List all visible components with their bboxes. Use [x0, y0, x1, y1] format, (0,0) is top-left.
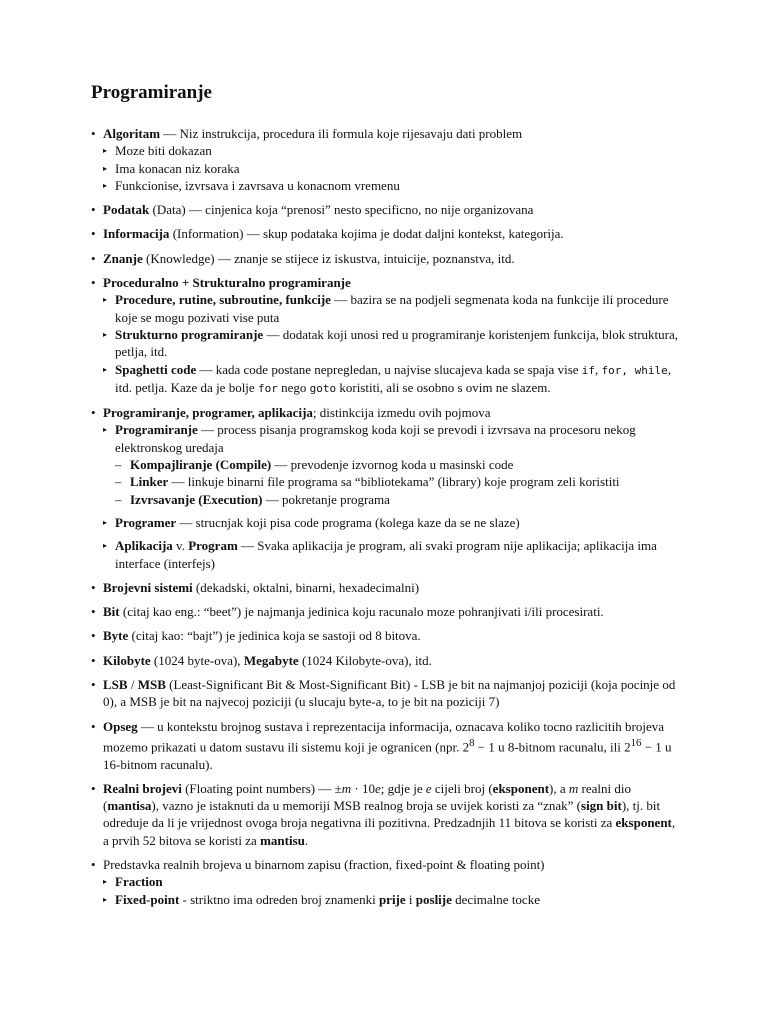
code-keyword: for — [257, 381, 278, 395]
list-item-programiranje — [91, 404, 681, 572]
term: Aplikacija — [115, 538, 173, 554]
definition: nego — [277, 379, 310, 395]
term: Procedure, rutine, subroutine, funkcije — [115, 292, 331, 308]
separator: / — [127, 677, 138, 693]
definition: — kada code postane nepregledan, u najvise slucajeva kada se spaja vise — [196, 361, 582, 377]
definition: — prevodenje izvornog koda u masinski code — [271, 457, 514, 473]
list-item-predstavka — [91, 856, 681, 908]
sub-item-programer — [103, 514, 681, 531]
definition: — dodatak koji unosi red u programiranje koristenjem funkcija, blok struktura, petlja, itd. — [115, 326, 679, 360]
list-item-algoritam — [91, 125, 681, 194]
definition: - striktno ima odreden broj znamenki — [179, 891, 379, 907]
term: Linker — [130, 474, 169, 490]
item-text: Predstavka realnih brojeva u binarnom zapisu (fraction, fixed-point & floating point) — [103, 857, 545, 873]
list-item-lsb-msb — [91, 676, 681, 711]
definition: − 1 u 16-bitnom racunalu). — [103, 739, 672, 772]
math-var: m — [341, 780, 352, 796]
definition: , itd. petlja. Kaze da je bolje — [115, 361, 672, 395]
list-item-realni — [91, 780, 681, 849]
document-page — [91, 82, 681, 915]
definition: (Knowledge) — znanje se stijece iz iskustva, intuicije, poznanstva, itd. — [142, 250, 515, 266]
term: Fixed-point — [115, 891, 180, 907]
term: Proceduralno + Strukturalno programiranje — [103, 275, 351, 291]
term: prije — [378, 891, 406, 907]
definition: (Least-Significant Bit & Most-Significant Bit) - LSB je bit na najmanjoj poziciji (koja pocinje od 0), a MSB je bit na najvecoj poziciji (u slucaju byte-a, to je bit na poziciji 7) — [103, 677, 676, 710]
list-item-kilobyte — [91, 652, 681, 669]
definition: koristiti, ali se osobno s ovim ne slazem. — [336, 379, 551, 395]
list-item-opseg — [91, 718, 681, 773]
list-item-podatak — [91, 201, 681, 218]
term: Fraction — [115, 874, 163, 890]
term: Kompajliranje (Compile) — [130, 457, 272, 473]
definition: − 1 u 8-bitnom racunalu, ili 2 — [474, 739, 631, 755]
definition: — Svaka aplikacija je program, ali svaki program nije aplikacija; aplikacija ima interface (interfejs) — [115, 538, 657, 571]
term: eksponent — [492, 780, 550, 796]
term: Informacija — [103, 226, 170, 242]
dash-item-izvrsavanje — [115, 491, 681, 508]
term: Izvrsavanje (Execution) — [130, 491, 263, 507]
term: Programiranje — [115, 422, 198, 438]
term: Kilobyte — [103, 652, 151, 668]
definition: ), vazno je istaknuti da u memoriji MSB realnog broja se uvijek koristi za “znak” ( — [151, 798, 582, 814]
definition: · 10 — [351, 780, 375, 796]
definition: — strucnjak koji pisa code programa (kolega kaze da se ne slaze) — [176, 514, 520, 530]
definition: — pokretanje programa — [262, 491, 390, 507]
definition: (1024 Kilobyte-ova), itd. — [298, 652, 432, 668]
term: Znanje — [103, 250, 143, 266]
term: sign bit — [581, 798, 622, 814]
sub-item-aplikacija — [103, 537, 681, 572]
code-keyword: goto — [309, 381, 337, 395]
term: Algoritam — [103, 126, 161, 141]
exponent: 8 — [469, 736, 475, 749]
term: Strukturno programiranje — [115, 326, 264, 342]
separator: , — [595, 361, 602, 377]
code-keyword: for, while — [601, 363, 668, 377]
sub-item: ▸ Funkcionise, izvrsava i zavrsava u konacnom vremenu — [103, 177, 681, 194]
term: Programiranje, programer, aplikacija — [103, 405, 313, 421]
main-list — [91, 125, 681, 908]
definition: — process pisanja programskog koda koji se prevodi i izvrsava na procesoru nekog elektronskog uredaja — [115, 422, 636, 455]
list-item-byte — [91, 627, 681, 644]
dash-item-kompajliranje — [115, 456, 681, 473]
sub-item-strukturno — [103, 326, 681, 361]
definition: ), a — [549, 780, 569, 796]
term: mantisu — [260, 832, 305, 848]
definition: ), tj. bit odreduje da li je vrijednost ovoga broja negativna ili pozitivna. Predzadnjih 11 bitova se koristi za — [103, 798, 661, 831]
definition: (Floating point numbers) — ± — [181, 780, 342, 796]
term: mantisa — [107, 798, 152, 814]
page-title: Programiranje — [91, 82, 212, 103]
term: Programer — [115, 514, 177, 530]
sub-list — [103, 291, 681, 397]
sub-list — [103, 873, 681, 908]
sub-item-programiranje — [103, 421, 681, 507]
sub-item-fixed-point — [103, 891, 681, 908]
sub-item-spaghetti — [103, 361, 681, 398]
term: Byte — [103, 628, 129, 644]
term: Podatak — [103, 202, 150, 218]
definition: decimalne tocke — [451, 891, 540, 907]
term: MSB — [137, 677, 166, 693]
term: Spaghetti code — [115, 361, 197, 377]
term: Program — [188, 538, 238, 554]
term: eksponent — [615, 815, 672, 831]
sub-list — [103, 142, 681, 194]
term: Brojevni sistemi — [103, 579, 193, 595]
list-item-bit — [91, 603, 681, 620]
math-var: e — [425, 780, 432, 796]
exponent: 16 — [630, 736, 642, 749]
separator: v. — [172, 538, 189, 554]
definition: — bazira se na podjeli segmenata koda na funkcije ili procedure koje se mogu pozivati vise puta — [115, 292, 669, 325]
definition: (Data) — cinjenica koja “prenosi” nesto specificno, no nije organizovana — [149, 202, 534, 218]
definition: ; distinkcija izmedu ovih pojmova — [312, 405, 491, 421]
definition: cijeli broj ( — [431, 780, 493, 796]
term: poslije — [415, 891, 452, 907]
definition: — linkuje binarni file programa sa “bibliotekama” (library) koje program zeli koristiti — [168, 474, 620, 490]
term: Realni brojevi — [103, 780, 182, 796]
sub-item: ▸ Moze biti dokazan — [103, 142, 681, 159]
definition: (dekadski, oktalni, binarni, hexadecimalni) — [192, 579, 420, 595]
sub-item: ▸ Ima konacan niz koraka — [103, 160, 681, 177]
definition: (Information) — skup podataka kojima je dodat daljni kontekst, kategorija. — [169, 226, 564, 242]
code-keyword: if — [581, 363, 596, 377]
definition: , a prvih 52 bitova se koristi za — [103, 815, 676, 848]
definition: ; gdje je — [380, 780, 426, 796]
list-item-znanje — [91, 250, 681, 267]
sub-item-procedure — [103, 291, 681, 326]
term: LSB — [103, 677, 128, 693]
math-var: e — [374, 780, 381, 796]
list-item-brojevni — [91, 579, 681, 596]
dash-list — [115, 456, 681, 508]
term: Megabyte — [243, 652, 299, 668]
term: Bit — [103, 604, 120, 620]
definition: . — [304, 832, 309, 848]
list-item-proceduralno — [91, 274, 681, 397]
sub-item-fraction — [103, 873, 681, 890]
definition: (1024 byte-ova), — [150, 652, 244, 668]
definition: (citaj kao: “bajt”) je jedinica koja se sastoji od 8 bitova. — [128, 628, 421, 644]
sub-list — [103, 421, 681, 571]
definition: — u kontekstu brojnog sustava i reprezentacija informacija, oznacava koliko tocno razlicitih brojeva mozemo prikazati u datom sustavu ili sistemu koji je ogranicen (npr. 2 — [103, 718, 664, 755]
list-item-informacija — [91, 225, 681, 242]
dash-item-linker — [115, 473, 681, 490]
definition: realni dio ( — [103, 780, 631, 814]
term: Opseg — [103, 718, 138, 734]
definition: (citaj kao eng.: “beet”) je najmanja jedinica koju racunalo moze pohranjivati i/ili procesirati. — [119, 604, 604, 620]
definition: — Niz instrukcija, procedura ili formula koje rijesavaju dati problem — [160, 126, 523, 141]
separator: i — [405, 891, 416, 907]
math-var: m — [568, 780, 579, 796]
